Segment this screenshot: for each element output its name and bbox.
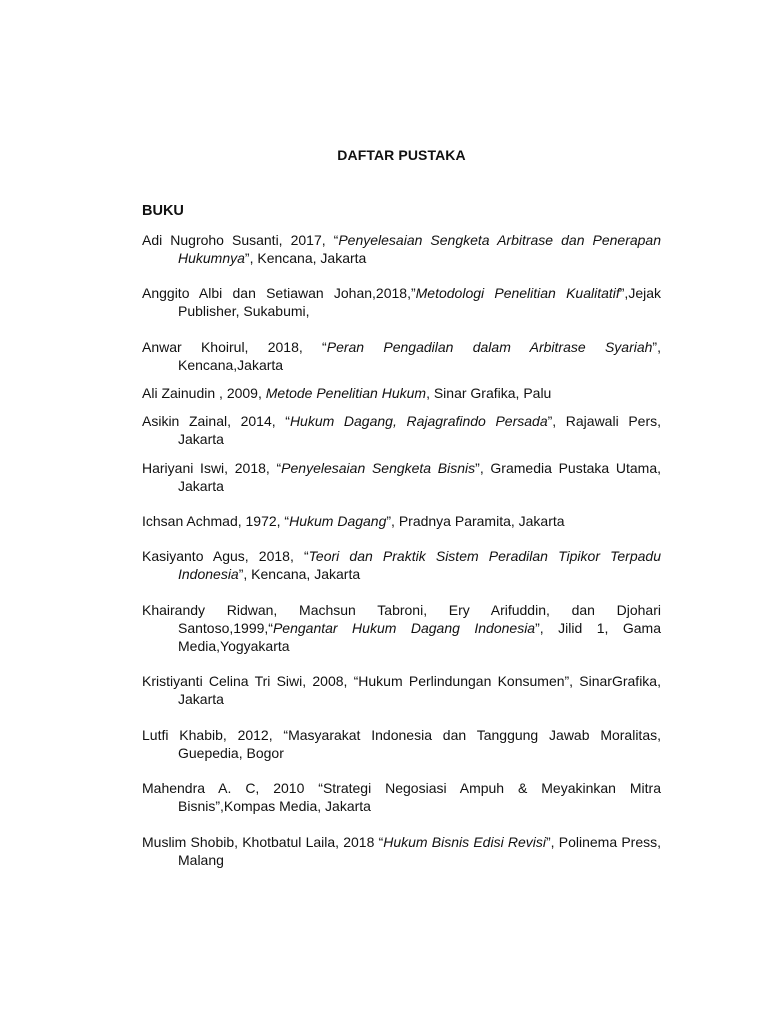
reference-entry: Anwar Khoirul, 2018, “Peran Pengadilan dalam Arbitrase Syariah”, Kencana,Jakarta (142, 339, 661, 373)
reference-entry: Hariyani Iswi, 2018, “Penyelesaian Sengketa Bisnis”, Gramedia Pustaka Utama, Jakarta (142, 460, 662, 494)
reference-entry: Mahendra A. C, 2010 “Strategi Negosiasi Ampuh & Meyakinkan Mitra Bisnis”,Kompas Media, Jakarta (142, 780, 661, 814)
page-title: DAFTAR PUSTAKA (337, 147, 466, 163)
reference-entry: Asikin Zainal, 2014, “Hukum Dagang, Rajagrafindo Persada”, Rajawali Pers, Jakarta (142, 413, 661, 447)
reference-entry: Anggito Albi dan Setiawan Johan,2018,”Metodologi Penelitian Kualitatif”,Jejak Publisher, Sukabumi, (142, 285, 661, 319)
reference-entry: Kasiyanto Agus, 2018, “Teori dan Praktik Sistem Peradilan Tipikor Terpadu Indonesia”, Kencana, Jakarta (142, 548, 661, 582)
reference-entry: Ichsan Achmad, 1972, “Hukum Dagang”, Pradnya Paramita, Jakarta (142, 513, 565, 529)
section-heading: BUKU (142, 203, 184, 219)
reference-entry: Ali Zainudin , 2009, Metode Penelitian Hukum, Sinar Grafika, Palu (142, 385, 552, 401)
reference-entry: Khairandy Ridwan, Machsun Tabroni, Ery Arifuddin, dan Djohari Santoso,1999,“Pengantar Hukum Dagang Indonesia”, Jilid 1, Gama Media,Yogyakarta (142, 602, 661, 654)
reference-entry: Kristiyanti Celina Tri Siwi, 2008, “Hukum Perlindungan Konsumen”, SinarGrafika, Jakarta (142, 673, 661, 707)
reference-entry: Adi Nugroho Susanti, 2017, “Penyelesaian Sengketa Arbitrase dan Penerapan Hukumnya”, Kencana, Jakarta (142, 232, 662, 266)
document-page (142, 0, 661, 1024)
reference-entry: Muslim Shobib, Khotbatul Laila, 2018 “Hukum Bisnis Edisi Revisi”, Polinema Press, Malang (142, 834, 661, 868)
reference-entry: Lutfi Khabib, 2012, “Masyarakat Indonesia dan Tanggung Jawab Moralitas, Guepedia, Bogor (142, 727, 661, 761)
